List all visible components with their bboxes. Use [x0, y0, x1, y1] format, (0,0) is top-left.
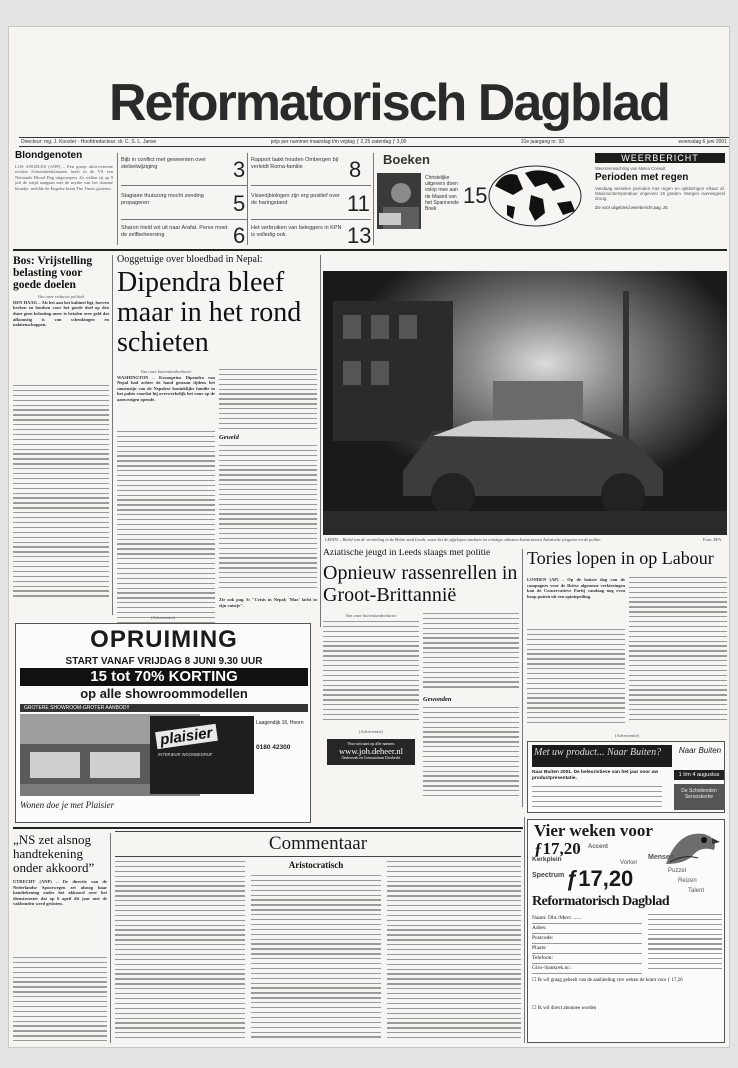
naar-buiten-dates: 1 t/m 4 augustus [674, 770, 724, 780]
leeds-title: Opnieuw rassenrellen in Groot-Brittannië [323, 561, 518, 606]
opruiming-ad[interactable] [15, 623, 311, 823]
word-accent: Accent [588, 844, 609, 850]
teaser-3-page: 5 [233, 191, 246, 216]
form-city[interactable]: Plaats: [532, 944, 642, 954]
commentaar-label: Commentaar [268, 833, 368, 854]
subscription-masthead: Reformatorisch Dagblad [532, 894, 670, 909]
nepal-lead: WASHINGTON – Kroonprins Dipendra van Nepal had achter de hand gestaan tijdens het samenzijn van de Nepalese koninklijke familie in het paleis voordat hij overwerkelijk het vuur op de aanwezigen opende. [117, 374, 215, 402]
deheer-url[interactable]: www.joh.deheer.nl [339, 746, 403, 756]
masthead-title: Reformatorisch Dagblad [109, 74, 669, 132]
subscription-headline: Vier weken voor ƒ17,20 [534, 821, 653, 858]
tories-ad-tag: (Advertentie) [614, 733, 640, 738]
nepal-headline[interactable] [117, 255, 317, 367]
teaser-column-right [251, 153, 371, 249]
form-name[interactable]: Naam: Dhr./Mevr. ...... [532, 914, 642, 924]
ns-lead: UTRECHT (ANP) – De directie van de Nederlandse Spoorwegen zet alsnog haar handtekening onder het akkoord over het dienstrooster dat op 6 april dit jaar met de vakbonden werd gesloten. [13, 879, 107, 907]
tories-headline[interactable] [527, 549, 727, 575]
teaser-4[interactable]: Visserijbiologen zijn erg positief over de haringstand [251, 193, 340, 206]
commentaar-col-3 [387, 861, 521, 1043]
dateline [19, 137, 729, 147]
word-puzzel: Puzzel [668, 868, 687, 874]
globe-map-icon [485, 161, 585, 231]
commentaar-header [115, 831, 521, 857]
photo-credit: Foto: EPA [703, 537, 722, 542]
naar-buiten-ad[interactable] [527, 741, 725, 813]
ns-article[interactable] [13, 833, 107, 1043]
naar-buiten-logo: Naar Buiten [678, 746, 722, 755]
dateline-volume: 31e jaargang nr. 93 [520, 139, 564, 145]
weather-footer: Zie voor uitgebreid weerbericht pag. 25 [595, 204, 668, 210]
subscription-option-2[interactable] [532, 1006, 722, 1013]
word-reizen: Reizen [678, 878, 697, 884]
blondgenoten-title: Blondgenoten [15, 151, 83, 161]
blondgenoten-text: LOS ANGELES (ANP) – Een groep ultra-extreme rechtse Schoonheidsfanaten heeft in de VS een Nationale Blond Dag uitgeroepen. Zo willen zij op 9 juli de strijd aangaan met de mythe van het domme blondje, meldde de Engelse krant The Times gisteren. [15, 163, 113, 191]
naar-buiten-title: Naar Buiten 2001. De beleuristieve van het jaar voor uw productpresentatie. [532, 770, 659, 781]
commentaar-col-2[interactable] [251, 861, 381, 1043]
teaser-1-page: 3 [233, 157, 246, 182]
opruiming-ad-tag: (Advertentie) [150, 615, 176, 620]
teaser-6[interactable]: Het verbruiken van beleggers in KPN is volledig ook. [251, 225, 342, 238]
plaisier-address: Laagendijk 16, Hoorn [256, 720, 304, 726]
option-2-text: Ik wil direct abonnee worden [537, 1006, 597, 1011]
word-spectrum: Spectrum [532, 872, 565, 879]
bos-lead: DEN HAAG – Als het aan het kabinet ligt, hoeven kerken en fondsen voor het goede doel op den duur geen belasting meer te betalen over geld dat afkomstig is van schenkingen en nalatenschappen. [13, 299, 109, 328]
subscription-form [532, 914, 642, 974]
tories-col-2 [629, 577, 727, 727]
teaser-5[interactable]: Sharon hield vol uit naar Arafat. Peres moet de zelfbeheersing [121, 225, 228, 238]
plaisier-brand: plaisier [155, 724, 217, 749]
opruiming-strip: GROTERE SHOWROOM-GROTER AANBOD!! [20, 704, 308, 712]
issue-date: woensdag 6 juni 2001 [678, 139, 727, 145]
leeds-headline[interactable] [323, 549, 519, 611]
leeds-ad-tag: (Advertentie) [358, 729, 384, 734]
parrot-illustration [658, 824, 722, 870]
leeds-subhead: Gewonden [423, 696, 452, 703]
bos-title: Bos: Vrijstelling belasting voor goede doelen [13, 255, 93, 292]
nepal-title: Dipendra bleef maar in het rond schieten [117, 266, 302, 358]
deheer-line1: Voor uitvaart op alle namen: [347, 741, 395, 746]
subscription-price: ƒ17,20 [566, 866, 634, 891]
deheer-line2: Onderzoek en Crematorium Dordrecht [341, 756, 401, 760]
weather-text: Vandaag wisselen perioden met regen en opklaringen elkaar af. Maximumtemperatuur ongeveer 16 graden. Morgen overwegend droog. [595, 185, 725, 202]
opruiming-start: START VANAF VRIJDAG 8 JUNI 9.30 UUR [65, 656, 263, 667]
nepal-col-2 [219, 369, 317, 627]
boeken-text: Christelijke uitgevers doen volop mee aan de Maand van het Spannende Boek [425, 175, 459, 213]
naar-buiten-venue: De Schotlenden Serooskerke [674, 784, 724, 810]
weather-box[interactable] [595, 153, 725, 249]
plaisier-tagline: Wonen doe je met Plaisier [20, 800, 115, 810]
form-phone[interactable]: Telefoon: [532, 954, 642, 964]
weather-title: Perioden met regen [595, 172, 689, 183]
option-1-checkbox[interactable]: ☐ [532, 978, 538, 983]
form-address[interactable]: Adres: [532, 924, 642, 934]
blondgenoten-article[interactable] [15, 151, 113, 241]
dateline-price: prijs per nummer maandag t/m vrijdag ƒ 2,25 zaterdag ƒ 3,00 [270, 139, 407, 145]
boeken-page: 15 [463, 183, 488, 208]
nepal-byline: Van onze buitenlandredactie [140, 369, 192, 374]
commentaar-col-1 [115, 861, 245, 1043]
teaser-5-page: 6 [233, 223, 246, 248]
leeds-riot-photo [323, 271, 727, 535]
book-reader-photo [377, 173, 421, 229]
deheer-ad[interactable] [327, 739, 415, 765]
commentaar-title: Aristocratisch [288, 860, 344, 870]
boeken-teaser[interactable] [377, 152, 488, 247]
bos-article[interactable] [13, 255, 109, 615]
teaser-4-page: 11 [347, 191, 370, 216]
plaisier-phone: 0180 42300 [256, 744, 291, 751]
plaisier-logo-box [150, 716, 254, 794]
tories-lead: LONDEN (AP) – Op de laatste dag van de campagnes voor de Britse algemene verkiezingen kan de Conservatieve Partij vandaag nog even hoop putten uit een opiniepeiling. [527, 577, 625, 599]
leeds-byline: Van onze buitenlandredactie [345, 613, 397, 618]
weather-label: WEERBERICHT [595, 153, 725, 163]
plaisier-sub: INTERIEUR WOONBEDRIJF [158, 752, 213, 757]
opruiming-title: OPRUIMING [90, 626, 238, 653]
word-talent: Talent [688, 888, 705, 894]
opruiming-models: op alle showroommodellen [80, 686, 248, 701]
teaser-3[interactable]: Stagiaire thuiszorg mocht zending propageren [121, 193, 204, 206]
teaser-2-page: 8 [349, 157, 362, 182]
word-vorker: Vorker [620, 860, 638, 866]
weather-source: Weersverwachting van Meteo Consult [595, 166, 666, 171]
tories-title: Tories lopen in op Labour [527, 548, 714, 568]
naar-buiten-slogan: Met uw product... Naar Buiten? [534, 747, 662, 758]
word-kerkplein: Kerkplein [532, 856, 562, 863]
option-1-text: Ik wil graag geheelt van de aanbieding vier weken de krant voor ƒ 17,20 [537, 978, 683, 983]
leeds-col-1 [323, 613, 419, 841]
nepal-col-1 [117, 369, 215, 627]
nepal-see-also[interactable]: Zie ook pag. 6: "Crisis in Nepal; 'Mao' lacht in zijn vuistje". [219, 597, 317, 608]
nepal-subhead: Geweld [219, 434, 239, 441]
boeken-label: Boeken [383, 152, 430, 167]
subscription-option-1[interactable] [532, 978, 722, 985]
dateline-editors: Directeur: mg. J. Kooster · Hoofdredacteur: dr. C. S. L. Janse [21, 139, 157, 145]
teaser-6-page: 13 [347, 223, 372, 248]
opruiming-discount: 15 tot 70% KORTING [20, 668, 308, 686]
option-2-checkbox[interactable]: ☐ [532, 1006, 538, 1011]
tories-col-1 [527, 577, 625, 727]
word-mensen: Mensen [648, 854, 675, 861]
bos-byline: Van onze redactie politiek [37, 294, 85, 300]
teaser-2[interactable]: Rapport laakt houden Ombergen bij verleidt Roma-familie [251, 157, 339, 170]
form-postcode[interactable]: Postcode: [532, 934, 642, 944]
nepal-kicker: Ooggetuige over bloedbad in Nepal: [117, 255, 263, 265]
leeds-col-2 [423, 613, 519, 803]
form-bank[interactable]: Giro-/bankrek.nr.: [532, 964, 642, 974]
bos-body-text [13, 385, 109, 605]
ns-title: „NS zet alsnog handtekening onder akkoord” [13, 833, 95, 875]
photo-caption: LEEDS – Beeld van de vernieling in de Britse stad Leeds, waar het de afgelopen nachten tot ernstige onlusten kwam tussen Aziatische jongeren en de politie. [325, 537, 602, 542]
teaser-1[interactable]: Bijb in conflict met geweenten over stelselwijziging [121, 157, 206, 170]
newspaper-page [8, 26, 730, 1048]
leeds-kicker: Aziatische jeugd in Leeds slaags met politie [323, 549, 491, 558]
subscription-ad[interactable] [527, 819, 725, 1043]
